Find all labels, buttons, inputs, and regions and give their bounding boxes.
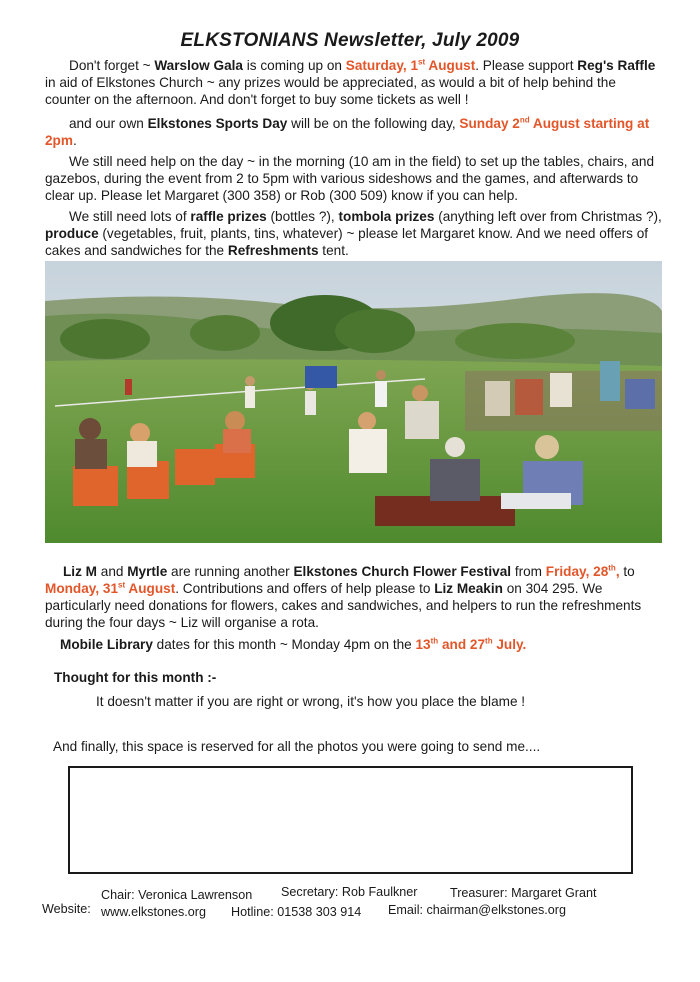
bold-span: Liz Meakin: [434, 581, 503, 596]
bold-span: Myrtle: [127, 564, 168, 579]
date-text: 13: [415, 637, 431, 652]
field-scene-illustration: [45, 261, 662, 543]
date-text: Monday, 31: [45, 581, 119, 596]
thought-heading: Thought for this month :-: [54, 670, 217, 685]
date-text: Sunday 2: [459, 116, 520, 131]
text-span: (anything left over from Christmas ?),: [434, 209, 662, 224]
text-span: in aid of Elkstones Church ~ any prizes would be appreciated, as would a bit of help behind the counter on the afternoon. And don't forget to buy some tickets as well !: [45, 75, 616, 107]
text-span: .: [72, 133, 77, 148]
date-suffix: nd: [519, 115, 530, 125]
highlight-date: [45, 581, 175, 596]
date-text: August starting at 2pm: [45, 116, 650, 148]
text-span: and our own: [69, 116, 148, 131]
bold-span: Warslow Gala: [154, 58, 243, 73]
text-span: from: [511, 564, 546, 579]
date-suffix: th: [430, 636, 439, 646]
email-link[interactable]: Email: chairman@elkstones.org: [388, 903, 566, 917]
bold-span: produce: [45, 226, 99, 241]
sports-day-paragraph: [45, 115, 665, 149]
bold-span: Reg's Raffle: [577, 58, 656, 73]
text-span: . Contributions and offers of help please to: [175, 581, 435, 596]
date-text: August: [425, 58, 476, 73]
text-span: is coming up on: [242, 58, 346, 73]
text-span: are running another: [167, 564, 294, 579]
sports-day-photo: [45, 261, 662, 543]
text-span: (bottles ?),: [266, 209, 339, 224]
highlight-date: [416, 637, 527, 652]
bold-span: Refreshments: [227, 243, 319, 258]
bold-span: Liz M: [63, 564, 97, 579]
gala-paragraph: [45, 57, 665, 108]
photos-request-text: And finally, this space is reserved for all the photos you were going to send me....: [53, 739, 541, 754]
text-span: We still need help on the day ~ in the morning (10 am in the field) to set up the tables, chairs, and gazebos, during the event from 2 to 5pm with various sideshows and the games, and afterwards to clear up. Please let Margaret (300 358) or Rob (300 509) know if you can help.: [45, 154, 655, 203]
text-span: and: [96, 564, 128, 579]
date-text: and 27: [438, 637, 486, 652]
text-span: on 304 295. We particularly need donations for flowers, cakes and sandwiches, and helpers to run the refreshments during the four days ~ Liz will organise a rota.: [45, 581, 642, 630]
mobile-library-paragraph: [60, 636, 680, 653]
text-span: We still need lots of: [69, 209, 191, 224]
date-suffix: st: [118, 580, 126, 590]
date-suffix: st: [418, 57, 426, 67]
text-span: . Please support: [475, 58, 578, 73]
website-link[interactable]: www.elkstones.org: [101, 905, 206, 919]
text-span: Don't forget ~: [69, 58, 155, 73]
flower-festival-paragraph: [45, 563, 665, 631]
highlight-date: [346, 58, 476, 73]
photo-placeholder-box: [68, 766, 633, 874]
date-text: Saturday, 1: [345, 58, 419, 73]
bold-span: Elkstones Sports Day: [147, 116, 288, 131]
chair-info: Chair: Veronica Lawrenson: [101, 888, 253, 902]
date-suffix: th: [485, 636, 493, 646]
text-span: dates for this month ~ Monday 4pm on the: [152, 637, 416, 652]
text-span: tent.: [318, 243, 349, 258]
bold-span: Mobile Library: [60, 637, 153, 652]
thought-text: It doesn't matter if you are right or wrong, it's how you place the blame !: [96, 694, 526, 709]
help-paragraph: [45, 153, 665, 204]
text-span: to: [619, 564, 635, 579]
text-span: will be on the following day,: [287, 116, 460, 131]
treasurer-info: Treasurer: Margaret Grant: [450, 886, 597, 900]
highlight-date: [546, 564, 620, 579]
prizes-paragraph: [45, 208, 665, 259]
website-label: Website:: [42, 902, 91, 916]
bold-span: tombola prizes: [338, 209, 435, 224]
text-span: (vegetables, fruit, plants, tins, whatever) ~ please let Margaret know. And we need offers of cakes and sandwiches for the: [45, 226, 649, 258]
date-suffix: th: [608, 563, 616, 573]
hotline-info: Hotline: 01538 303 914: [231, 905, 362, 919]
date-text: ,: [615, 564, 620, 579]
bold-span: Elkstones Church Flower Festival: [293, 564, 512, 579]
bold-span: raffle prizes: [190, 209, 267, 224]
secretary-info: Secretary: Rob Faulkner: [281, 885, 418, 899]
newsletter-title: ELKSTONIANS Newsletter, July 2009: [180, 30, 520, 51]
date-text: August: [125, 581, 176, 596]
date-text: Friday, 28: [545, 564, 609, 579]
date-text: July.: [492, 637, 527, 652]
